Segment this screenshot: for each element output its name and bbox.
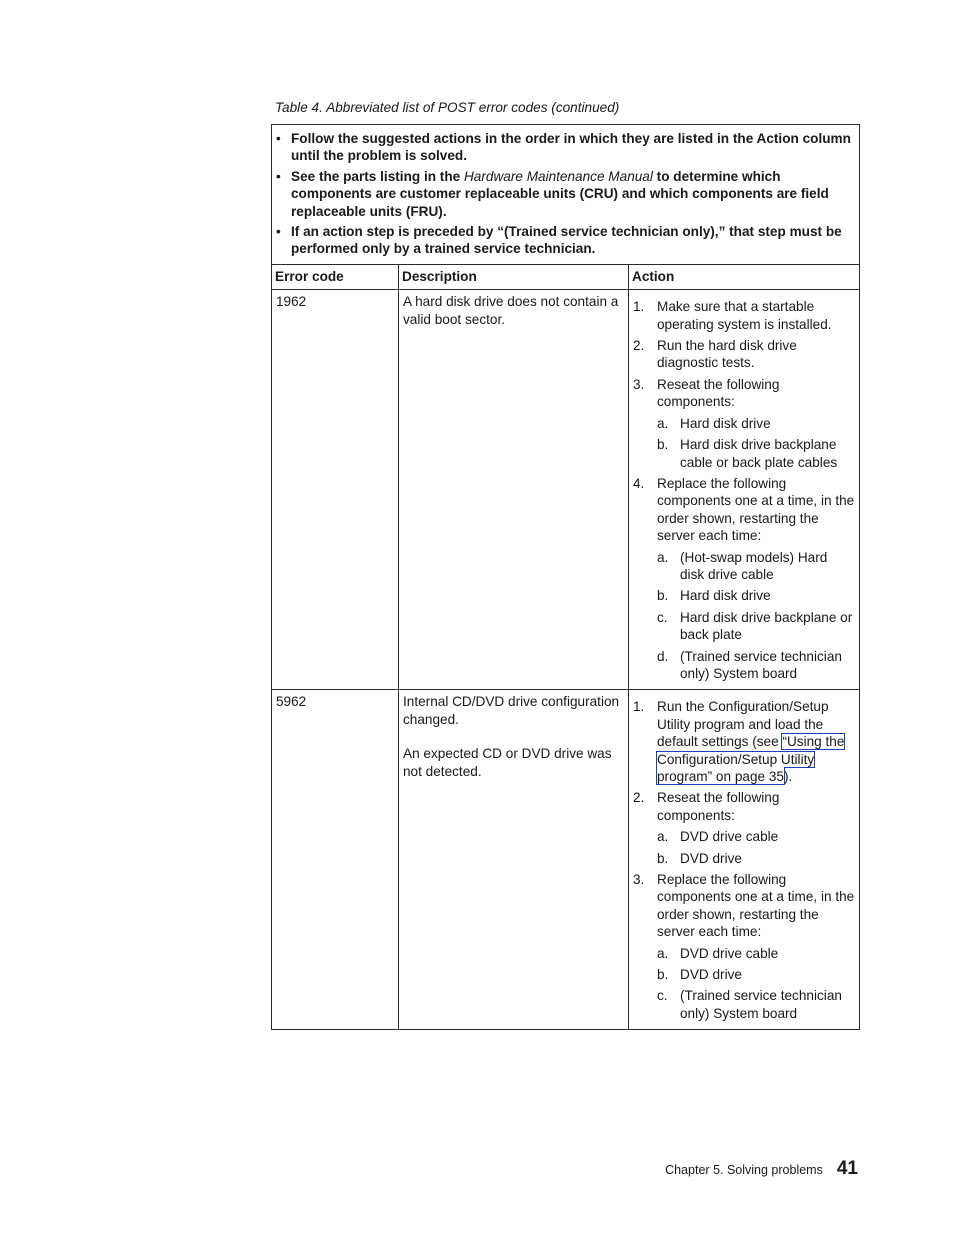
header-action: Action xyxy=(629,264,860,289)
sub-step-text: Hard disk drive xyxy=(680,588,771,604)
sub-step-text: DVD drive xyxy=(680,850,742,866)
step-number: 4. xyxy=(633,475,645,491)
sub-step xyxy=(657,648,855,683)
sub-step xyxy=(657,987,855,1022)
error-code-cell: 1962 xyxy=(272,290,399,690)
action-steps xyxy=(633,298,855,682)
step-number: 2. xyxy=(633,338,645,354)
action-step xyxy=(633,698,855,785)
description-text: An expected CD or DVD drive was not detected. xyxy=(403,746,612,779)
note-text: Follow the suggested actions in the order in which they are listed in the Action column until the problem is solved. xyxy=(291,131,851,164)
step-text: Make sure that a startable operating system is installed. xyxy=(657,299,832,332)
sub-step-text: DVD drive cable xyxy=(680,829,779,845)
sub-step-text: DVD drive cable xyxy=(680,945,779,961)
manual-title: Hardware Maintenance Manual xyxy=(463,168,653,184)
action-step xyxy=(633,337,855,372)
note-item xyxy=(276,130,853,165)
action-step xyxy=(633,475,855,682)
step-number: 3. xyxy=(633,376,645,392)
sub-step-text: (Trained service technician only) System board xyxy=(680,988,842,1021)
sub-step-text: (Trained service technician only) System board xyxy=(680,648,842,681)
error-code-cell: 5962 xyxy=(272,690,399,1030)
sub-step xyxy=(657,609,855,644)
step-text-end: ). xyxy=(783,769,793,784)
action-step xyxy=(633,298,855,333)
cross-reference-link[interactable]: “Using the Configuration/Setup Utility program” on page 35 xyxy=(657,734,845,784)
sub-step xyxy=(657,966,855,983)
sub-step xyxy=(657,436,855,471)
description-text: Internal CD/DVD drive configuration changed. xyxy=(403,694,620,727)
sub-step-text: Hard disk drive backplane cable or back plate cables xyxy=(680,437,838,470)
step-text: Reseat the following components: xyxy=(657,790,780,823)
table-row xyxy=(272,690,860,1030)
step-number: 2. xyxy=(633,790,645,806)
sub-step xyxy=(657,587,855,604)
header-error-code: Error code xyxy=(272,264,399,289)
sub-step xyxy=(657,945,855,962)
sub-step xyxy=(657,549,855,584)
sub-step-letter: a. xyxy=(657,549,669,565)
table-caption: Table 4. Abbreviated list of POST error codes (continued) xyxy=(275,100,620,115)
step-number: 1. xyxy=(633,699,645,715)
header-row xyxy=(272,264,860,289)
bullet-icon: • xyxy=(276,168,281,184)
sub-step-letter: a. xyxy=(657,415,669,431)
sub-steps xyxy=(657,549,855,683)
sub-step xyxy=(657,828,855,845)
page-footer xyxy=(665,1160,858,1179)
step-number: 3. xyxy=(633,872,645,888)
post-error-table xyxy=(271,124,860,1030)
note-item xyxy=(276,223,853,258)
sub-step-letter: b. xyxy=(657,967,669,983)
action-step xyxy=(633,376,855,471)
note-item xyxy=(276,168,853,220)
step-text: Reseat the following components: xyxy=(657,376,780,410)
sub-step xyxy=(657,415,855,432)
action-step xyxy=(633,871,855,1022)
note-text: See the parts listing in the xyxy=(291,168,464,184)
header-description: Description xyxy=(399,264,629,289)
action-cell xyxy=(629,690,860,1030)
description-text: A hard disk drive does not contain a valid boot sector. xyxy=(403,294,619,327)
table-row xyxy=(272,290,860,690)
step-number: 1. xyxy=(633,299,645,315)
sub-step-text: Hard disk drive backplane or back plate xyxy=(680,609,853,643)
sub-step-letter: c. xyxy=(657,988,668,1004)
step-text: Run the Configuration/Setup Utility program and load the default settings (see xyxy=(657,699,829,750)
sub-steps xyxy=(657,415,855,471)
note-text: to determine which components are customer replaceable units (CRU) and which components are field replaceable units (FRU). xyxy=(291,168,829,219)
bullet-icon: • xyxy=(276,131,281,146)
step-text: Run the hard disk drive diagnostic tests. xyxy=(657,338,797,371)
sub-step-text: DVD drive xyxy=(680,967,742,983)
bullet-icon: • xyxy=(276,224,281,240)
page-number: 41 xyxy=(836,1158,858,1179)
sub-step-letter: b. xyxy=(657,588,669,604)
sub-step-letter: b. xyxy=(657,850,669,866)
sub-step-text: Hard disk drive xyxy=(680,415,771,431)
sub-steps xyxy=(657,945,855,1023)
sub-step-letter: c. xyxy=(657,609,668,625)
action-step xyxy=(633,789,855,867)
notes-cell xyxy=(272,125,860,265)
note-text: If an action step is preceded by “(Trained service technician only),” that step must be performed only by a trained service technician. xyxy=(291,224,842,257)
sub-step-letter: d. xyxy=(657,648,669,664)
sub-steps xyxy=(657,828,855,867)
sub-step-letter: a. xyxy=(657,829,669,845)
action-cell xyxy=(629,290,860,690)
sub-step-letter: b. xyxy=(657,437,669,453)
action-steps xyxy=(633,698,855,1022)
notes-list xyxy=(276,130,853,258)
notes-row xyxy=(272,125,860,265)
sub-step xyxy=(657,850,855,867)
description-cell xyxy=(399,690,629,1030)
sub-step-letter: a. xyxy=(657,945,669,961)
step-text: Replace the following components one at a time, in the order shown, restarting the server each time: xyxy=(657,872,855,940)
sub-step-text: (Hot-swap models) Hard disk drive cable xyxy=(680,549,828,582)
step-text: Replace the following components one at a time, in the order shown, restarting the server each time: xyxy=(657,475,855,544)
description-cell xyxy=(399,290,629,690)
chapter-title: Chapter 5. Solving problems xyxy=(665,1163,823,1177)
